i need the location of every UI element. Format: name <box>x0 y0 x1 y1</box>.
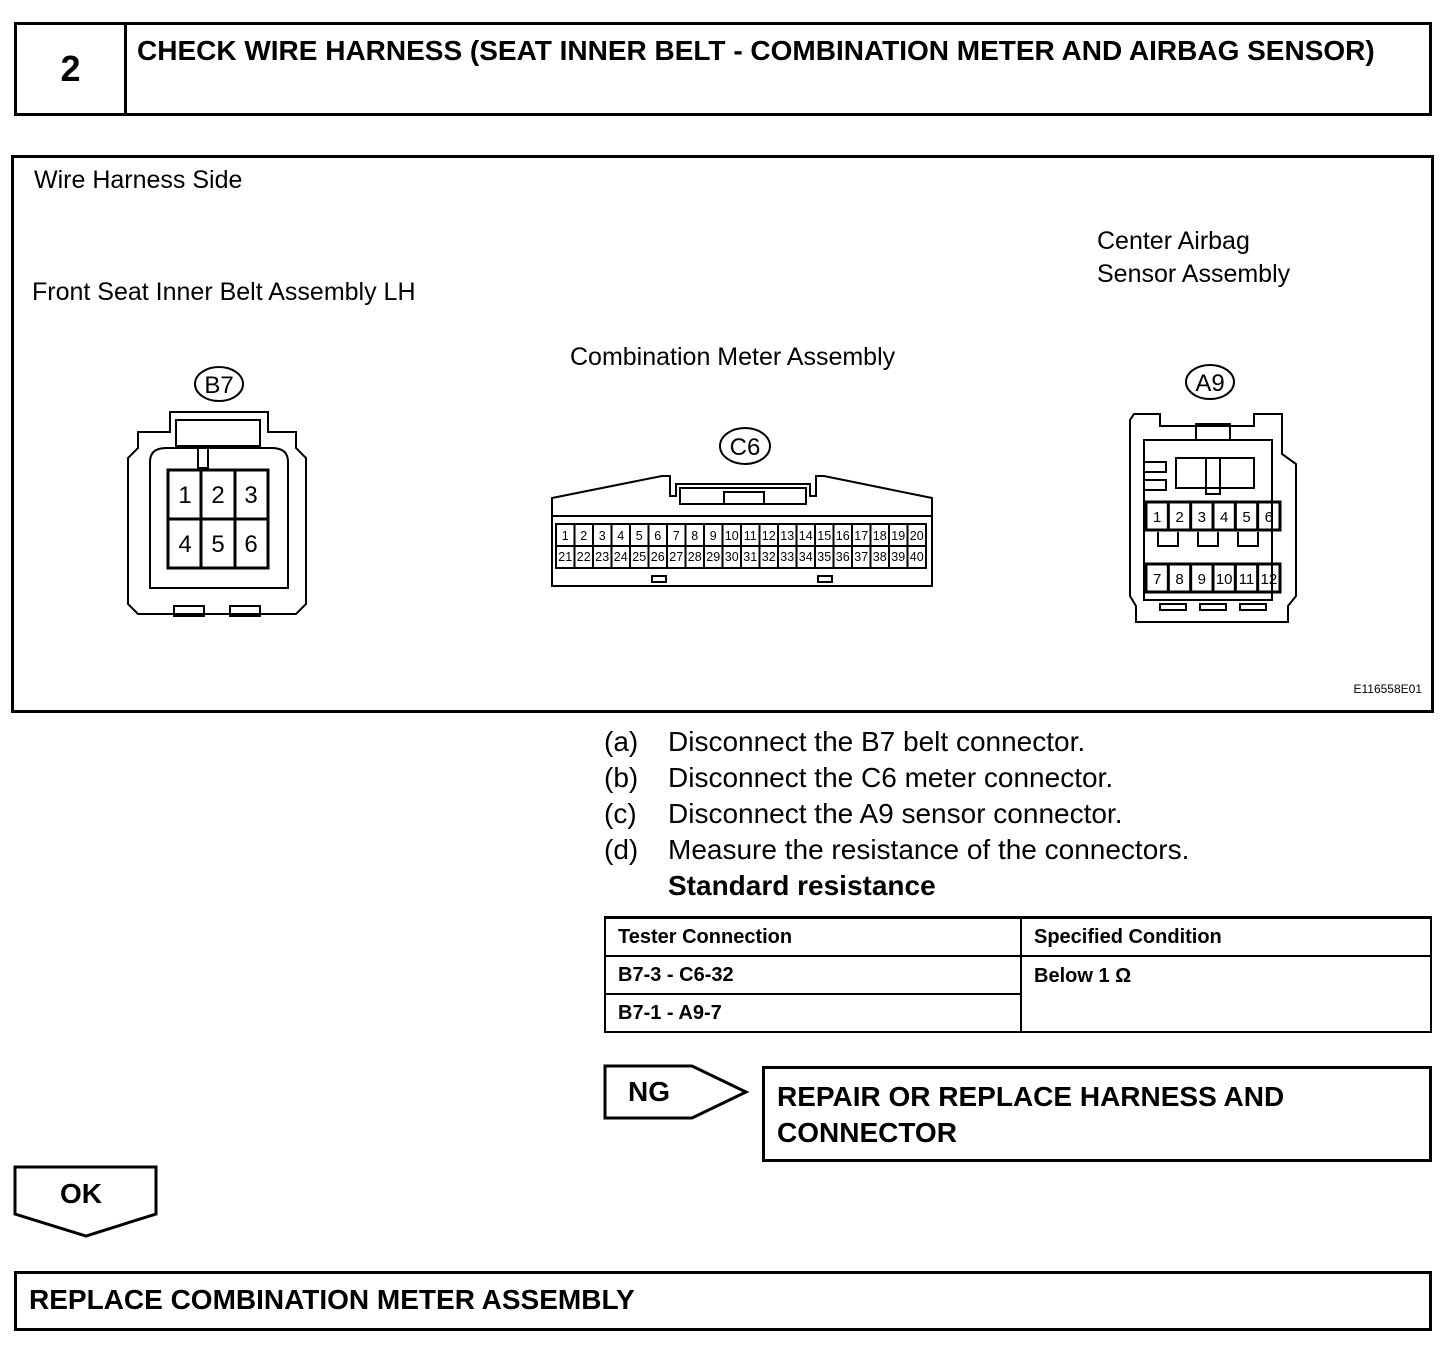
a9-pin-12: 12 <box>1260 571 1278 588</box>
c6-pin-6: 6 <box>654 529 662 543</box>
c6-pin-35: 35 <box>817 550 832 564</box>
b7-pin-2: 2 <box>211 482 225 509</box>
procedure-step <box>604 724 1189 760</box>
tester-connection-cell: B7-3 - C6-32 <box>605 956 1021 994</box>
b7-pin-5: 5 <box>211 531 225 558</box>
b7-connector <box>128 367 306 616</box>
c6-id-text: C6 <box>729 434 761 461</box>
a9-pin-5: 5 <box>1242 509 1251 526</box>
c6-pin-10: 10 <box>724 529 739 543</box>
c6-pin-14: 14 <box>798 529 813 543</box>
header-specified-condition: Specified Condition <box>1021 918 1431 957</box>
c6-pin-12: 12 <box>761 529 776 543</box>
c6-connector <box>552 428 932 586</box>
a9-pin-8: 8 <box>1175 571 1184 588</box>
a9-pin-10: 10 <box>1215 571 1233 588</box>
a9-pin-9: 9 <box>1197 571 1207 588</box>
b7-pin-1: 1 <box>178 482 192 509</box>
c6-pin-19: 19 <box>891 529 906 543</box>
c6-pin-26: 26 <box>650 550 665 564</box>
a9-connector-label-line1: Center Airbag <box>1097 227 1250 255</box>
header-tester-connection: Tester Connection <box>605 918 1021 957</box>
c6-pin-4: 4 <box>617 529 625 543</box>
standard-resistance-label: Standard resistance <box>668 870 936 901</box>
table-row <box>605 956 1431 994</box>
c6-pin-17: 17 <box>854 529 869 543</box>
c6-pin-7: 7 <box>672 529 680 543</box>
c6-pin-2: 2 <box>580 529 588 543</box>
c6-pin-27: 27 <box>669 550 684 564</box>
b7-pin-6: 6 <box>244 531 258 558</box>
b7-pin-3: 3 <box>244 482 258 509</box>
c6-pin-11: 11 <box>743 529 757 543</box>
a9-pin-4: 4 <box>1219 509 1229 526</box>
c6-pin-8: 8 <box>691 529 699 543</box>
c6-connector-label: Combination Meter Assembly <box>570 343 896 371</box>
step-text: Measure the resistance of the connectors. <box>668 834 1190 865</box>
c6-pin-33: 33 <box>780 550 795 564</box>
ng-action-box: REPAIR OR REPLACE HARNESS AND CONNECTOR <box>762 1066 1432 1162</box>
c6-pin-40: 40 <box>909 550 924 564</box>
c6-pin-25: 25 <box>632 550 647 564</box>
c6-pin-30: 30 <box>724 550 739 564</box>
step-number: 2 <box>14 22 124 116</box>
procedure-step <box>604 796 1189 832</box>
ok-action-box: REPLACE COMBINATION METER ASSEMBLY <box>14 1271 1432 1331</box>
c6-pin-13: 13 <box>780 529 795 543</box>
step-text: Disconnect the C6 meter connector. <box>668 762 1114 793</box>
c6-pin-24: 24 <box>613 550 628 564</box>
a9-pin-1: 1 <box>1152 509 1162 526</box>
c6-pin-9: 9 <box>709 529 717 543</box>
a9-pin-2: 2 <box>1175 509 1184 526</box>
c6-pin-16: 16 <box>835 529 850 543</box>
c6-pin-22: 22 <box>576 550 591 564</box>
c6-pin-29: 29 <box>706 550 721 564</box>
procedure-step <box>604 760 1189 796</box>
tester-connection-cell: B7-1 - A9-7 <box>605 994 1021 1032</box>
table-header-row <box>605 918 1431 957</box>
b7-pin-4: 4 <box>178 531 192 558</box>
step-letter: (d) <box>604 834 639 865</box>
c6-pin-38: 38 <box>872 550 887 564</box>
c6-pin-20: 20 <box>909 529 924 543</box>
figure-caption: Wire Harness Side <box>34 166 243 194</box>
a9-connector <box>1130 365 1296 622</box>
specified-condition-cell: Below 1 Ω <box>1021 956 1431 1032</box>
procedure-step <box>604 832 1189 868</box>
figure-code: E116558E01 <box>1353 682 1422 696</box>
c6-pin-21: 21 <box>558 550 573 564</box>
a9-pin-6: 6 <box>1264 509 1274 526</box>
step-letter: (a) <box>604 726 639 757</box>
a9-pin-7: 7 <box>1152 571 1162 588</box>
c6-pin-37: 37 <box>854 550 869 564</box>
c6-pin-18: 18 <box>872 529 887 543</box>
c6-pin-39: 39 <box>891 550 906 564</box>
c6-pin-23: 23 <box>595 550 610 564</box>
a9-pin-11: 11 <box>1238 571 1255 588</box>
resistance-table <box>604 916 1432 1033</box>
b7-id-text: B7 <box>204 372 234 399</box>
c6-pin-32: 32 <box>761 550 776 564</box>
ok-label: OK <box>60 1178 102 1209</box>
c6-pin-5: 5 <box>635 529 643 543</box>
b7-connector-label: Front Seat Inner Belt Assembly LH <box>32 278 416 306</box>
ng-label: NG <box>628 1076 670 1107</box>
a9-pin-3: 3 <box>1197 509 1207 526</box>
step-text: Disconnect the A9 sensor connector. <box>668 798 1123 829</box>
a9-connector-label-line2: Sensor Assembly <box>1097 260 1291 288</box>
c6-pin-3: 3 <box>598 529 606 543</box>
c6-pin-15: 15 <box>817 529 832 543</box>
c6-pin-28: 28 <box>687 550 702 564</box>
c6-pin-31: 31 <box>743 550 758 564</box>
step-letter: (b) <box>604 762 639 793</box>
ng-arrow-shape <box>600 1060 760 1124</box>
step-letter: (c) <box>604 798 637 829</box>
c6-pin-1: 1 <box>561 529 569 543</box>
c6-pin-36: 36 <box>835 550 850 564</box>
procedure-list <box>604 724 1189 904</box>
a9-id-text: A9 <box>1195 370 1225 397</box>
step-text: Disconnect the B7 belt connector. <box>668 726 1086 757</box>
step-title: CHECK WIRE HARNESS (SEAT INNER BELT - COMBINATION METER AND AIRBAG SENSOR) <box>124 22 1432 116</box>
c6-pin-34: 34 <box>798 550 813 564</box>
